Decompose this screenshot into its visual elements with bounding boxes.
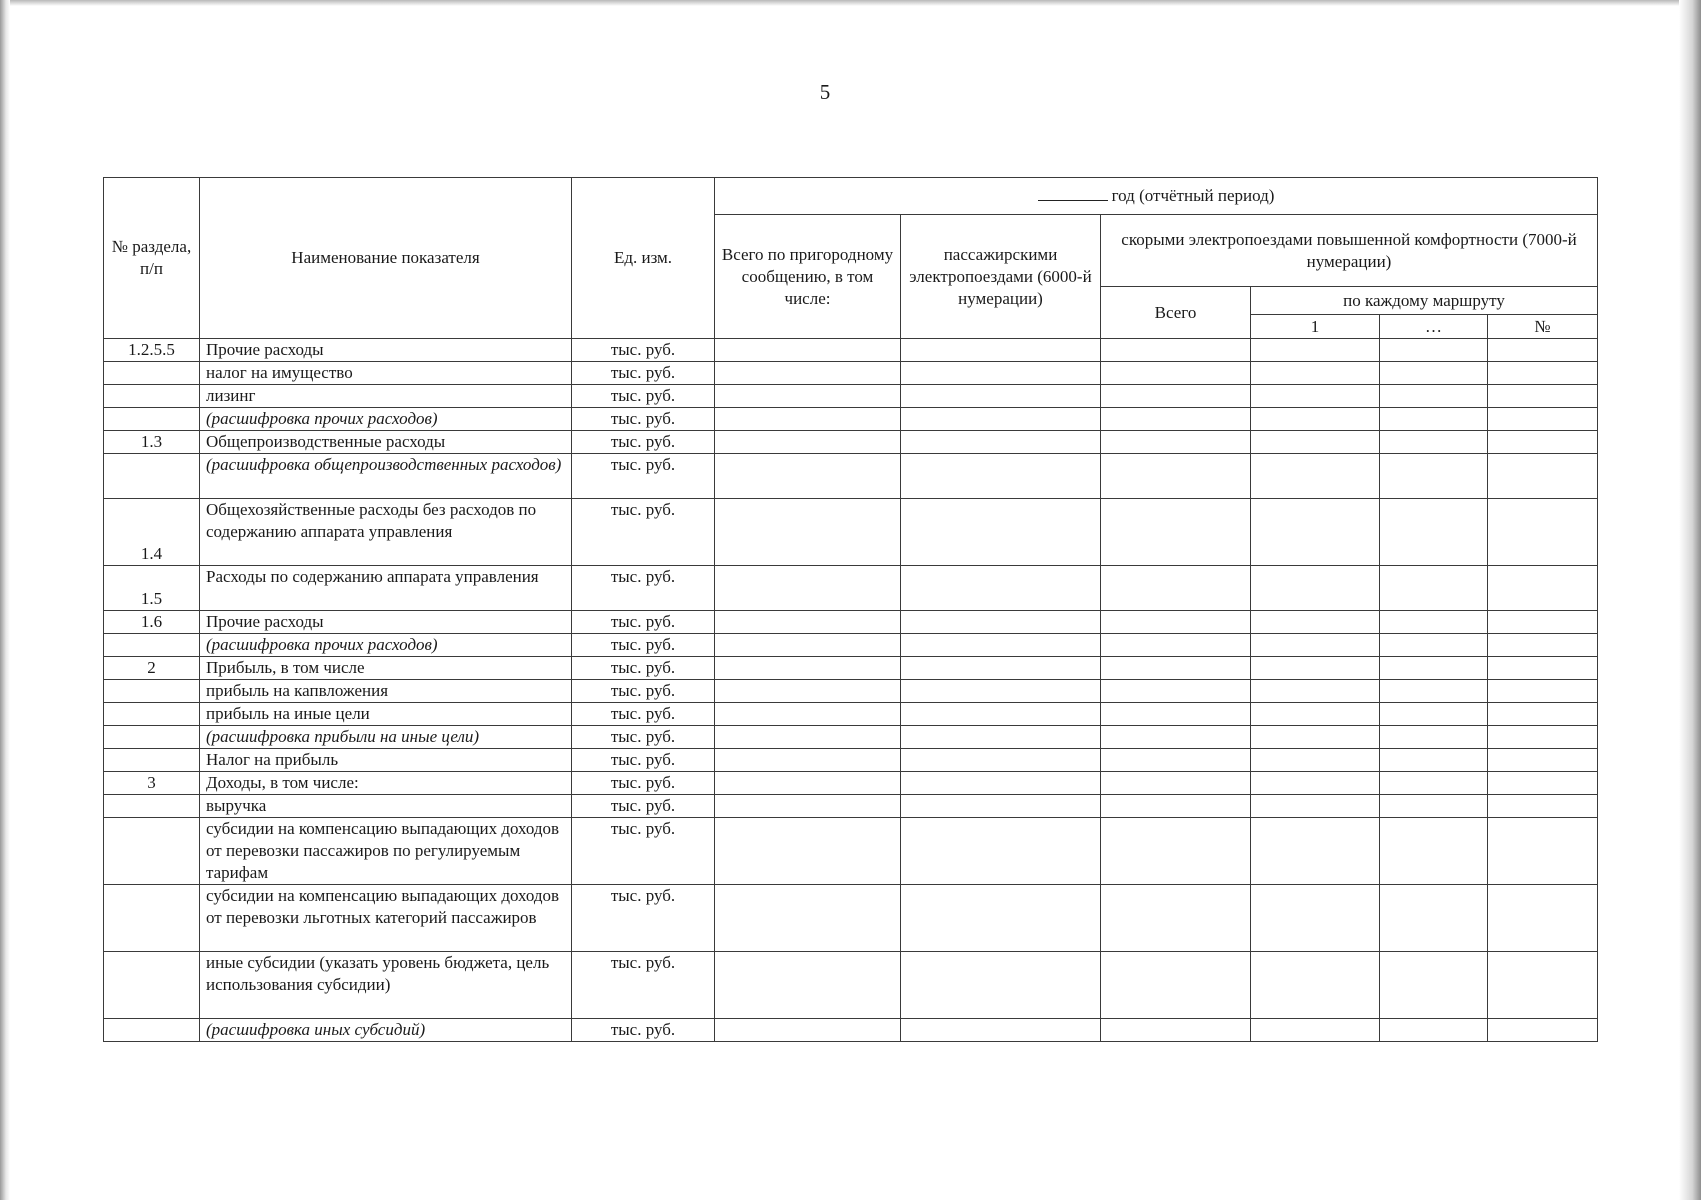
row-name: выручка (200, 795, 572, 818)
row-unit: тыс. руб. (572, 454, 715, 499)
value-cell (901, 385, 1101, 408)
scan-edge-top (0, 0, 1701, 6)
row-unit: тыс. руб. (572, 952, 715, 1019)
value-cell (715, 795, 901, 818)
value-cell (1101, 1019, 1251, 1042)
value-cell (901, 885, 1101, 952)
header-unit: Ед. изм. (572, 178, 715, 339)
value-cell (1101, 431, 1251, 454)
row-unit: тыс. руб. (572, 680, 715, 703)
row-unit: тыс. руб. (572, 772, 715, 795)
value-cell (1101, 818, 1251, 885)
row-unit: тыс. руб. (572, 818, 715, 885)
row-unit: тыс. руб. (572, 634, 715, 657)
value-cell (1488, 885, 1598, 952)
value-cell (1251, 818, 1380, 885)
value-cell (1380, 952, 1488, 1019)
value-cell (1380, 454, 1488, 499)
table-row (104, 703, 1598, 726)
value-cell (1488, 339, 1598, 362)
row-num (104, 703, 200, 726)
value-cell (1380, 885, 1488, 952)
row-num (104, 795, 200, 818)
value-cell (1380, 657, 1488, 680)
row-num: 3 (104, 772, 200, 795)
row-unit: тыс. руб. (572, 385, 715, 408)
row-num (104, 952, 200, 1019)
value-cell (1488, 749, 1598, 772)
row-name: Общепроизводственные расходы (200, 431, 572, 454)
row-num (104, 408, 200, 431)
header-fast-trains: скорыми электропоездами повышенной комфортности (7000-й нумерации) (1101, 215, 1598, 287)
row-name: субсидии на компенсацию выпадающих доходов от перевозки льготных категорий пассажиров (200, 885, 572, 952)
value-cell (715, 408, 901, 431)
row-num: 1.4 (104, 499, 200, 566)
value-cell (1380, 749, 1488, 772)
table-row (104, 680, 1598, 703)
row-num: 2 (104, 657, 200, 680)
row-unit: тыс. руб. (572, 885, 715, 952)
value-cell (715, 1019, 901, 1042)
value-cell (1488, 611, 1598, 634)
row-num (104, 1019, 200, 1042)
table-row (104, 339, 1598, 362)
value-cell (1251, 703, 1380, 726)
value-cell (1380, 408, 1488, 431)
value-cell (1380, 339, 1488, 362)
row-unit: тыс. руб. (572, 1019, 715, 1042)
table-row (104, 385, 1598, 408)
row-unit: тыс. руб. (572, 431, 715, 454)
value-cell (715, 726, 901, 749)
value-cell (1488, 634, 1598, 657)
row-name: Прибыль, в том числе (200, 657, 572, 680)
row-num: 1.2.5.5 (104, 339, 200, 362)
value-cell (715, 885, 901, 952)
scan-edge-right (1679, 0, 1701, 1200)
value-cell (1101, 795, 1251, 818)
value-cell (1380, 726, 1488, 749)
value-cell (901, 657, 1101, 680)
value-cell (1251, 680, 1380, 703)
value-cell (715, 772, 901, 795)
row-num (104, 680, 200, 703)
header-name: Наименование показателя (200, 178, 572, 339)
value-cell (901, 454, 1101, 499)
value-cell (715, 634, 901, 657)
value-cell (1251, 772, 1380, 795)
table-row (104, 566, 1598, 611)
header-fast-total: Всего (1101, 287, 1251, 339)
row-name: Налог на прибыль (200, 749, 572, 772)
header-route-dots: … (1380, 315, 1488, 339)
value-cell (1488, 1019, 1598, 1042)
value-cell (1251, 431, 1380, 454)
value-cell (715, 454, 901, 499)
value-cell (715, 362, 901, 385)
row-name: налог на имущество (200, 362, 572, 385)
year-blank (1038, 186, 1108, 201)
header-passenger-trains: пассажирскими электропоездами (6000-й нумерации) (901, 215, 1101, 339)
value-cell (1488, 431, 1598, 454)
row-name: (расшифровка прочих расходов) (200, 634, 572, 657)
value-cell (1101, 772, 1251, 795)
value-cell (1380, 611, 1488, 634)
row-num (104, 818, 200, 885)
page-number: 5 (819, 80, 831, 104)
value-cell (901, 339, 1101, 362)
value-cell (1251, 385, 1380, 408)
value-cell (1380, 772, 1488, 795)
value-cell (1101, 611, 1251, 634)
value-cell (901, 1019, 1101, 1042)
table-row (104, 1019, 1598, 1042)
row-num: 1.5 (104, 566, 200, 611)
row-name: прибыль на капвложения (200, 680, 572, 703)
value-cell (1488, 703, 1598, 726)
value-cell (1251, 885, 1380, 952)
value-cell (901, 680, 1101, 703)
row-name: (расшифровка иных субсидий) (200, 1019, 572, 1042)
header-period-label: год (отчётный период) (1111, 186, 1275, 205)
table-row (104, 818, 1598, 885)
value-cell (1488, 726, 1598, 749)
table-row (104, 952, 1598, 1019)
value-cell (1101, 726, 1251, 749)
value-cell (901, 362, 1101, 385)
value-cell (1101, 385, 1251, 408)
value-cell (1488, 499, 1598, 566)
table-row (104, 634, 1598, 657)
scan-edge-left (0, 0, 10, 1200)
value-cell (1101, 680, 1251, 703)
value-cell (901, 431, 1101, 454)
value-cell (1488, 952, 1598, 1019)
value-cell (901, 952, 1101, 1019)
value-cell (1488, 818, 1598, 885)
value-cell (1101, 885, 1251, 952)
value-cell (1251, 339, 1380, 362)
row-num: 1.6 (104, 611, 200, 634)
value-cell (1101, 339, 1251, 362)
row-name: Прочие расходы (200, 339, 572, 362)
value-cell (901, 634, 1101, 657)
header-num: № раздела, п/п (104, 178, 200, 339)
value-cell (901, 611, 1101, 634)
header-per-route: по каждому маршруту (1251, 287, 1598, 315)
header-route-n: № (1488, 315, 1598, 339)
row-name: (расшифровка прочих расходов) (200, 408, 572, 431)
value-cell (1380, 566, 1488, 611)
table-row (104, 499, 1598, 566)
row-num: 1.3 (104, 431, 200, 454)
row-num (104, 885, 200, 952)
header-route-1: 1 (1251, 315, 1380, 339)
value-cell (1488, 772, 1598, 795)
value-cell (1488, 657, 1598, 680)
value-cell (1101, 749, 1251, 772)
value-cell (1251, 726, 1380, 749)
value-cell (1251, 634, 1380, 657)
table-row (104, 611, 1598, 634)
table-row (104, 431, 1598, 454)
row-unit: тыс. руб. (572, 362, 715, 385)
table-body (104, 339, 1598, 1042)
value-cell (1251, 566, 1380, 611)
value-cell (1380, 499, 1488, 566)
value-cell (901, 499, 1101, 566)
table-row (104, 749, 1598, 772)
value-cell (1251, 454, 1380, 499)
value-cell (901, 818, 1101, 885)
value-cell (1251, 499, 1380, 566)
row-unit: тыс. руб. (572, 795, 715, 818)
value-cell (1251, 611, 1380, 634)
value-cell (1101, 634, 1251, 657)
row-unit: тыс. руб. (572, 749, 715, 772)
row-name: иные субсидии (указать уровень бюджета, цель использования субсидии) (200, 952, 572, 1019)
value-cell (715, 749, 901, 772)
indicators-table (103, 177, 1598, 1042)
row-name: прибыль на иные цели (200, 703, 572, 726)
value-cell (1101, 566, 1251, 611)
value-cell (1101, 362, 1251, 385)
row-num (104, 385, 200, 408)
row-name: лизинг (200, 385, 572, 408)
row-name: Доходы, в том числе: (200, 772, 572, 795)
value-cell (1488, 408, 1598, 431)
value-cell (1101, 657, 1251, 680)
value-cell (1251, 408, 1380, 431)
value-cell (901, 408, 1101, 431)
value-cell (1101, 408, 1251, 431)
value-cell (1380, 680, 1488, 703)
value-cell (1251, 749, 1380, 772)
row-num (104, 362, 200, 385)
value-cell (1251, 362, 1380, 385)
row-num (104, 454, 200, 499)
row-num (104, 634, 200, 657)
value-cell (901, 772, 1101, 795)
value-cell (1380, 818, 1488, 885)
value-cell (901, 726, 1101, 749)
value-cell (901, 566, 1101, 611)
table-row (104, 657, 1598, 680)
value-cell (1251, 657, 1380, 680)
value-cell (1488, 385, 1598, 408)
value-cell (1101, 703, 1251, 726)
row-name: (расшифровка общепроизводственных расходов) (200, 454, 572, 499)
row-name: Прочие расходы (200, 611, 572, 634)
value-cell (1251, 952, 1380, 1019)
value-cell (715, 703, 901, 726)
value-cell (1380, 795, 1488, 818)
row-name: Общехозяйственные расходы без расходов по содержанию аппарата управления (200, 499, 572, 566)
value-cell (1380, 362, 1488, 385)
value-cell (901, 795, 1101, 818)
value-cell (901, 749, 1101, 772)
table-row (104, 454, 1598, 499)
value-cell (715, 566, 901, 611)
value-cell (901, 703, 1101, 726)
value-cell (715, 385, 901, 408)
value-cell (1380, 431, 1488, 454)
row-unit: тыс. руб. (572, 408, 715, 431)
row-name: субсидии на компенсацию выпадающих доходов от перевозки пассажиров по регулируемым тарифам (200, 818, 572, 885)
value-cell (715, 339, 901, 362)
row-unit: тыс. руб. (572, 703, 715, 726)
row-unit: тыс. руб. (572, 566, 715, 611)
value-cell (1251, 795, 1380, 818)
value-cell (1380, 703, 1488, 726)
row-unit: тыс. руб. (572, 726, 715, 749)
value-cell (715, 431, 901, 454)
row-name: Расходы по содержанию аппарата управления (200, 566, 572, 611)
value-cell (715, 952, 901, 1019)
value-cell (1101, 499, 1251, 566)
value-cell (715, 611, 901, 634)
value-cell (1488, 454, 1598, 499)
table-row (104, 726, 1598, 749)
header-total-suburban: Всего по пригородному сообщению, в том числе: (715, 215, 901, 339)
value-cell (1251, 1019, 1380, 1042)
value-cell (1488, 795, 1598, 818)
row-unit: тыс. руб. (572, 657, 715, 680)
value-cell (715, 680, 901, 703)
value-cell (1380, 385, 1488, 408)
value-cell (1101, 952, 1251, 1019)
row-name: (расшифровка прибыли на иные цели) (200, 726, 572, 749)
row-unit: тыс. руб. (572, 339, 715, 362)
value-cell (715, 657, 901, 680)
header-period (715, 178, 1598, 215)
value-cell (715, 499, 901, 566)
table-row (104, 885, 1598, 952)
value-cell (1101, 454, 1251, 499)
row-unit: тыс. руб. (572, 499, 715, 566)
value-cell (1488, 362, 1598, 385)
table-row (104, 772, 1598, 795)
table-row (104, 408, 1598, 431)
row-unit: тыс. руб. (572, 611, 715, 634)
table-row (104, 362, 1598, 385)
row-num (104, 726, 200, 749)
value-cell (1488, 680, 1598, 703)
value-cell (715, 818, 901, 885)
row-num (104, 749, 200, 772)
value-cell (1380, 1019, 1488, 1042)
value-cell (1488, 566, 1598, 611)
table-row (104, 795, 1598, 818)
value-cell (1380, 634, 1488, 657)
